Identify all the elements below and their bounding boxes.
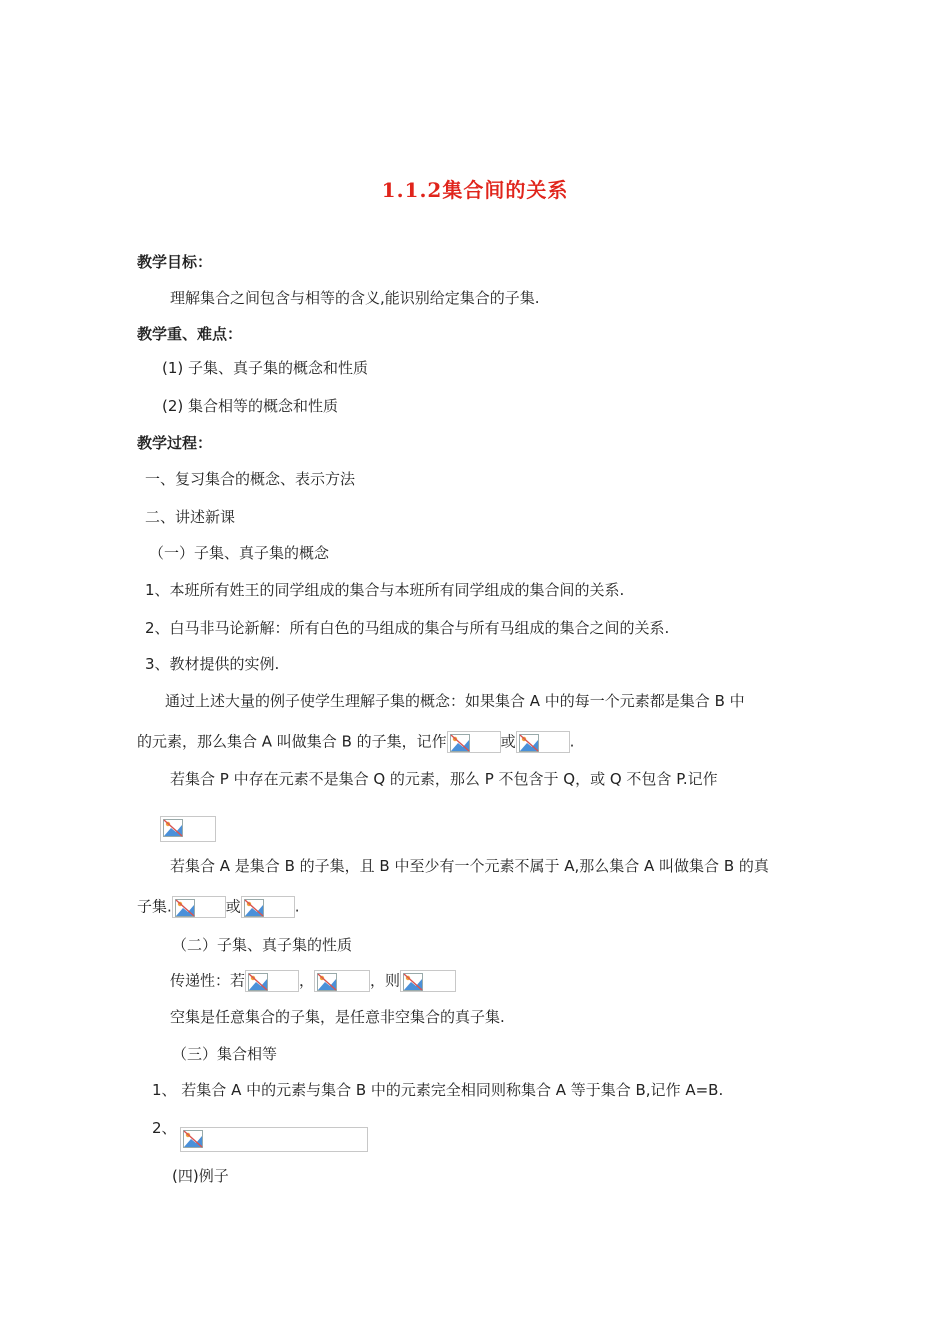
objectives-text: 理解集合之间包含与相等的含义,能识别给定集合的子集. — [170, 289, 540, 307]
subset-paragraph-line-2 — [137, 731, 574, 753]
broken-image-icon — [163, 819, 183, 837]
or-text: 或 — [225, 897, 241, 916]
proper-subset-text: 子集. — [137, 897, 172, 916]
keypoint-1: (1) 子集、真子集的概念和性质 — [162, 359, 369, 377]
formula-image — [241, 896, 295, 918]
broken-image-icon — [244, 899, 264, 917]
proper-subset-paragraph-line-1: 若集合 A 是集合 B 的子集，且 B 中至少有一个元素不属于 A,那么集合 A 叫做集合 B 的真 — [170, 857, 769, 875]
proper-subset-paragraph-line-2 — [137, 896, 300, 918]
item-3: 3、教材提供的实例. — [145, 655, 280, 673]
formula-image — [447, 731, 501, 753]
formula-image — [516, 731, 570, 753]
comma: ， — [299, 971, 315, 990]
equal-item-2: 2、 — [152, 1119, 177, 1137]
subset-paragraph-line-1: 通过上述大量的例子使学生理解子集的概念：如果集合 A 中的每一个元素都是集合 B 中 — [165, 692, 745, 710]
broken-image-icon — [450, 734, 470, 752]
item-1: 1、本班所有姓王的同学组成的集合与本班所有同学组成的集合间的关系. — [145, 581, 625, 599]
keypoints-heading: 教学重、难点： — [137, 325, 243, 343]
subset-paragraph-text: 的元素，那么集合 A 叫做集合 B 的子集，记作 — [137, 732, 447, 751]
objectives-heading: 教学目标： — [137, 253, 213, 271]
formula-image — [245, 970, 299, 992]
step-2: 二、讲述新课 — [145, 508, 236, 526]
empty-set-text: 空集是任意集合的子集，是任意非空集合的真子集. — [170, 1008, 505, 1026]
broken-image-icon — [183, 1130, 203, 1148]
not-subset-paragraph: 若集合 P 中存在元素不是集合 Q 的元素，那么 P 不包含于 Q，或 Q 不包含 P.记作 — [170, 770, 718, 788]
step-1: 一、复习集合的概念、表示方法 — [145, 470, 356, 488]
transitive-property-line — [170, 970, 456, 992]
period: . — [569, 732, 575, 751]
subsection-2: （二）子集、真子集的性质 — [172, 936, 353, 954]
process-heading: 教学过程： — [137, 434, 213, 452]
item-2: 2、白马非马论新解：所有白色的马组成的集合与所有马组成的集合之间的关系. — [145, 619, 670, 637]
formula-image — [400, 970, 456, 992]
or-text: 或 — [500, 732, 516, 751]
broken-image-icon — [317, 973, 337, 991]
subsection-4: (四)例子 — [172, 1167, 229, 1185]
then-text: ，则 — [370, 971, 401, 990]
formula-image — [180, 1127, 368, 1152]
broken-image-icon — [248, 973, 268, 991]
subsection-3: （三）集合相等 — [172, 1045, 278, 1063]
broken-image-icon — [403, 973, 423, 991]
broken-image-icon — [175, 899, 195, 917]
equal-item-1: 1、 若集合 A 中的元素与集合 B 中的元素完全相同则称集合 A 等于集合 B,记作 A=B. — [152, 1081, 724, 1099]
transitive-label: 传递性：若 — [170, 971, 246, 990]
formula-image — [172, 896, 226, 918]
formula-image — [160, 816, 216, 842]
formula-image — [314, 970, 370, 992]
period: . — [294, 897, 300, 916]
subsection-1: （一）子集、真子集的概念 — [149, 544, 330, 562]
page-title: 1.1.2集合间的关系 — [381, 178, 569, 202]
broken-image-icon — [519, 734, 539, 752]
keypoint-2: (2) 集合相等的概念和性质 — [162, 397, 339, 415]
